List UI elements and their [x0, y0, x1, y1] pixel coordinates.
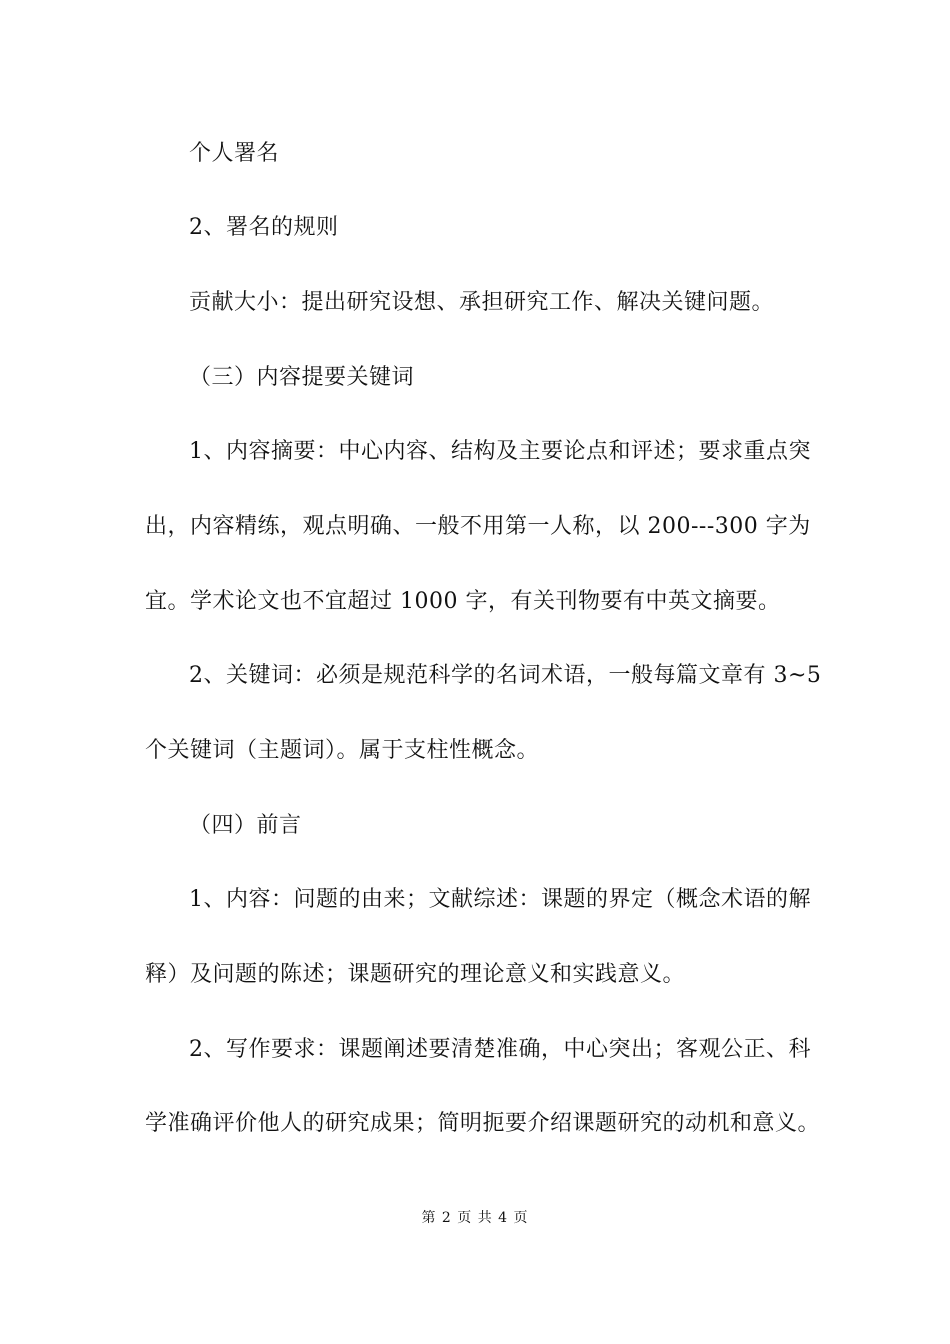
paragraph-line: 宜。学术论文也不宜超过 1000 字，有关刊物要有中英文摘要。	[145, 589, 781, 614]
paragraph-line: 贡献大小：提出研究设想、承担研究工作、解决关键问题。	[189, 290, 775, 315]
paragraph-line: 释）及问题的陈述；课题研究的理论意义和实践意义。	[145, 962, 686, 987]
paragraph-line: 2、关键词：必须是规范科学的名词术语，一般每篇文章有 3~5	[189, 663, 822, 688]
section-heading: （四）前言	[189, 813, 302, 838]
paragraph-line: 学准确评价他人的研究成果；简明扼要介绍课题研究的动机和意义。	[145, 1111, 821, 1136]
paragraph-line: 1、内容摘要：中心内容、结构及主要论点和评述；要求重点突	[189, 439, 811, 464]
page-footer	[0, 1208, 950, 1228]
paragraph-line: 个人署名	[189, 141, 280, 166]
paragraph-line: 出，内容精练，观点明确、一般不用第一人称，以 200---300 字为	[145, 514, 811, 539]
section-heading: （三）内容提要关键词	[189, 365, 415, 390]
paragraph-line: 个关键词（主题词）。属于支柱性概念。	[145, 738, 540, 763]
paragraph-line: 2、写作要求：课题阐述要清楚准确，中心突出；客观公正、科	[189, 1037, 811, 1062]
page-number-label: 第 2 页 共 4 页	[421, 1210, 529, 1226]
paragraph-line: 1、内容：问题的由来；文献综述：课题的界定（概念术语的解	[189, 887, 811, 912]
paragraph-line: 2、署名的规则	[189, 215, 339, 240]
